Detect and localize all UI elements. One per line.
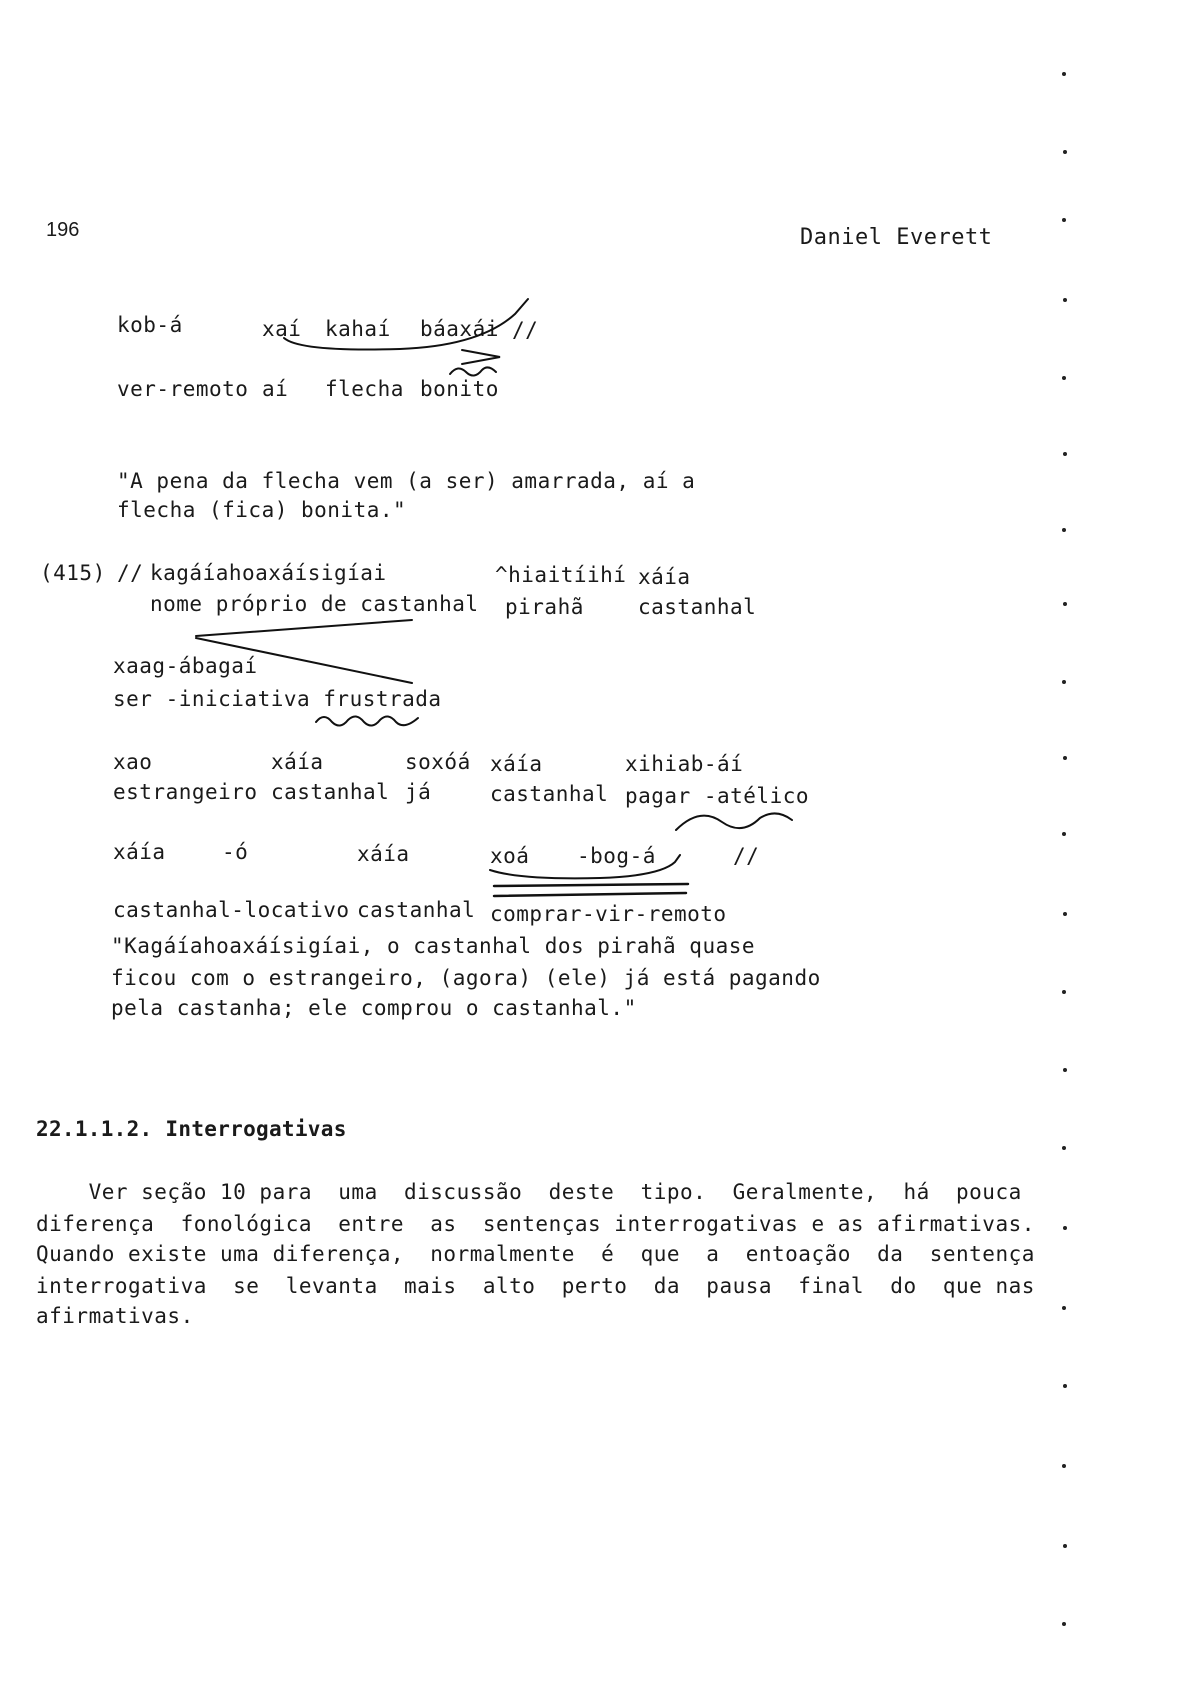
ex1-translation-line-1: "A pena da flecha vem (a ser) amarrada, aí a <box>117 469 696 493</box>
paragraph-line-1: Ver seção 10 para uma discussão deste tipo. Geralmente, há pouca <box>36 1180 1022 1204</box>
ex415-gloss-9: pagar -atélico <box>625 784 810 808</box>
page-number: 196 <box>46 219 80 241</box>
ex415-pause-end: // <box>733 844 760 868</box>
ex415-gloss-10: castanhal-locativo <box>113 898 350 922</box>
ex1-intonation-wave <box>450 367 496 375</box>
ex415-word-7: soxóá <box>405 750 471 774</box>
example-number: (415) <box>40 561 106 585</box>
ex415-word-12: xoá <box>490 844 530 868</box>
ex415-intonation-wave-2 <box>676 813 792 830</box>
ex1-gloss-1: ver-remoto <box>117 377 249 401</box>
ex415-gloss-6: castanhal <box>271 780 390 804</box>
paragraph-line-4: interrogativa se levanta mais alto perto da pausa final do que nas <box>36 1274 1035 1298</box>
ex1-word-1: kob-á <box>117 313 183 337</box>
ex415-word-4: xaag-ábagaí <box>113 654 258 678</box>
ex415-gloss-4: ser -iniciativa frustrada <box>113 687 442 711</box>
ex415-translation-line-1: "Kagáíahoaxáísigíai, o castanhal dos pirahã quase <box>111 934 756 958</box>
ex415-word-3: xáía <box>638 565 691 589</box>
ex415-gloss-11: castanhal <box>357 898 476 922</box>
ex415-word-9: xihiab-áí <box>625 752 744 776</box>
paragraph-line-3: Quando existe uma diferença, normalmente é que a entoação da sentença <box>36 1242 1035 1266</box>
ex415-translation-line-3: pela castanha; ele comprou o castanhal." <box>111 996 637 1020</box>
running-header-author: Daniel Everett <box>800 225 993 250</box>
ex415-intonation-line-1 <box>494 884 688 886</box>
ex415-gloss-8: castanhal <box>490 782 609 806</box>
ex415-gloss-12: comprar-vir-remoto <box>490 902 727 926</box>
ex1-gloss-3: flecha <box>325 377 404 401</box>
ex415-gloss-5: estrangeiro <box>113 780 258 804</box>
ex415-intonation-line-2 <box>494 893 686 896</box>
ex1-word-4: báaxái <box>420 317 499 341</box>
ex415-pause-start: // <box>117 561 144 585</box>
ex415-intonation-wave-1 <box>316 716 418 725</box>
ex415-word-10: xáía <box>113 840 166 864</box>
ex415-gloss-2: pirahã <box>505 595 584 619</box>
ex415-translation-line-2: ficou com o estrangeiro, (agora) (ele) já está pagando <box>111 966 821 990</box>
ex1-word-3: kahaí <box>325 317 391 341</box>
ex415-gloss-3: castanhal <box>638 595 757 619</box>
ex415-suffix-locative: -ó <box>222 840 249 864</box>
section-heading: 22.1.1.2. Interrogativas <box>36 1117 347 1141</box>
ex415-word-13: -bog-á <box>577 844 656 868</box>
ex415-gloss-1: nome próprio de castanhal <box>150 592 479 616</box>
ex415-word-11: xáía <box>357 842 410 866</box>
paragraph-line-5: afirmativas. <box>36 1304 194 1328</box>
ex1-translation-line-2: flecha (fica) bonita." <box>117 498 407 522</box>
ex1-gloss-4: bonito <box>420 377 499 401</box>
ex415-word-5: xao <box>113 750 153 774</box>
ex415-word-2: ^hiaitíihí <box>495 563 627 587</box>
ex1-intonation-arrow <box>462 350 500 364</box>
ex415-word-1: kagáíahoaxáísigíai <box>150 561 387 585</box>
ex415-word-6: xáía <box>271 750 324 774</box>
ex415-word-8: xáía <box>490 752 543 776</box>
ex1-gloss-2: aí <box>262 377 289 401</box>
ex1-pause-mark: // <box>512 318 539 342</box>
ex415-gloss-7: já <box>405 780 432 804</box>
paragraph-line-2: diferença fonológica entre as sentenças interrogativas e as afirmativas. <box>36 1212 1035 1236</box>
ex1-word-2: xaí <box>262 317 302 341</box>
ex415-intonation-wedge-upper <box>196 620 412 636</box>
